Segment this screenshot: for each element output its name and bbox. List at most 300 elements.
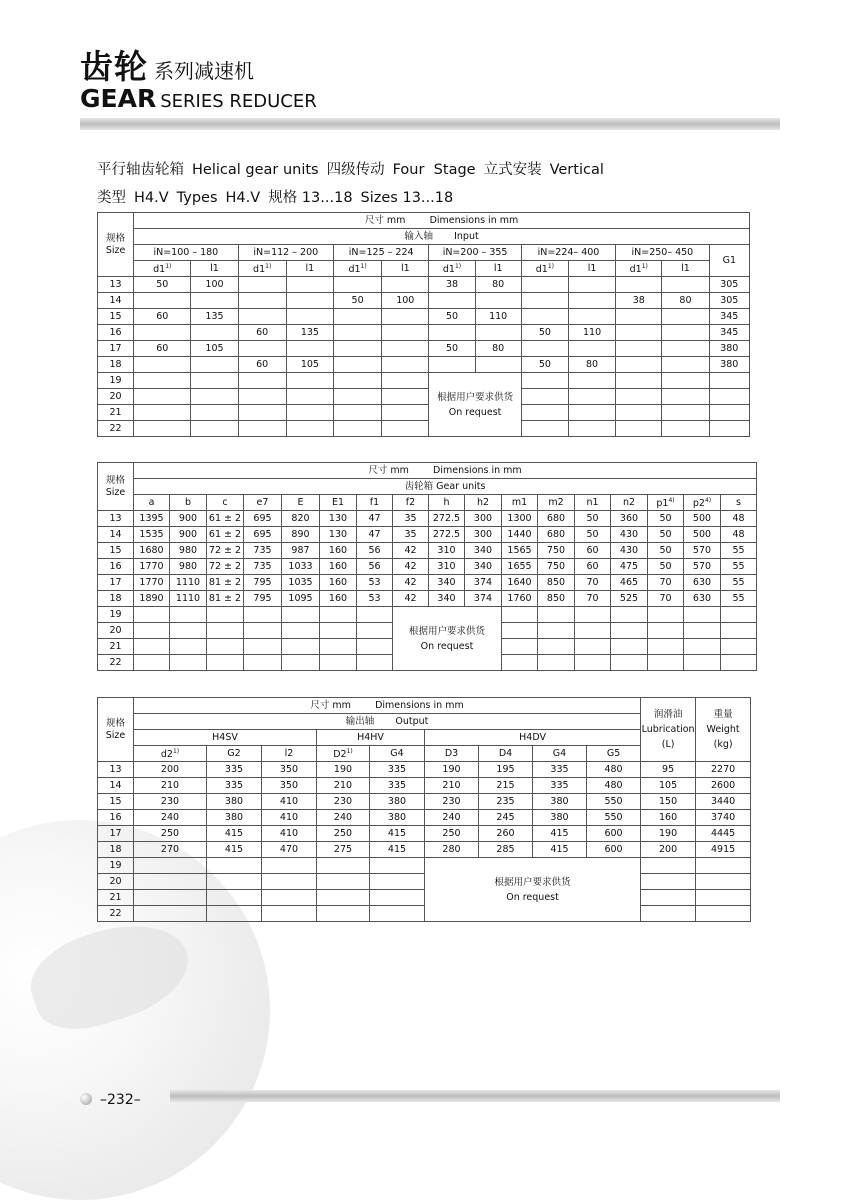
value-cell: 600: [587, 826, 641, 842]
value-cell: 80: [568, 357, 615, 373]
value-cell: [382, 277, 429, 293]
value-cell: 47: [357, 527, 393, 543]
size-cell: 22: [98, 655, 134, 671]
empty-cell: [568, 405, 615, 421]
table-row: [98, 357, 750, 373]
request-row: [98, 389, 750, 405]
value-cell: [286, 293, 333, 309]
l1-header: l1: [191, 261, 238, 277]
value-cell: [238, 309, 286, 325]
empty-cell: [684, 639, 721, 655]
header-row: [98, 245, 750, 261]
value-cell: 340: [429, 591, 465, 607]
header-divider-bar: [80, 118, 780, 130]
empty-cell: [357, 623, 393, 639]
value-cell: 280: [425, 842, 479, 858]
empty-cell: [191, 405, 238, 421]
value-cell: 795: [244, 575, 282, 591]
value-cell: 105: [191, 341, 238, 357]
empty-cell: [244, 607, 282, 623]
size-cell: 17: [98, 575, 134, 591]
value-cell: [521, 293, 568, 309]
size-cell: 17: [98, 826, 134, 842]
value-cell: 1770: [134, 559, 170, 575]
empty-cell: [207, 607, 244, 623]
value-cell: [134, 325, 191, 341]
value-cell: 345: [709, 309, 749, 325]
empty-cell: [238, 421, 286, 437]
d1-header: d1$^{1)}$: [333, 261, 381, 277]
value-cell: [191, 357, 238, 373]
value-cell: 50: [521, 325, 568, 341]
value-cell: 42: [393, 559, 429, 575]
value-cell: 130: [320, 527, 357, 543]
value-cell: 160: [320, 591, 357, 607]
value-cell: [475, 357, 521, 373]
value-cell: 410: [262, 794, 317, 810]
empty-cell: [538, 655, 575, 671]
value-cell: [475, 293, 521, 309]
value-cell: 160: [320, 559, 357, 575]
value-cell: 550: [587, 810, 641, 826]
value-cell: 42: [393, 591, 429, 607]
e7-header: e7: [244, 495, 282, 511]
value-cell: 135: [191, 309, 238, 325]
value-cell: 345: [709, 325, 749, 341]
value-cell: 335: [533, 762, 587, 778]
d2-header: D2$^{1)}$: [317, 746, 370, 762]
size-header: [98, 698, 134, 762]
value-cell: 160: [320, 543, 357, 559]
empty-cell: [244, 623, 282, 639]
value-cell: 50: [429, 341, 475, 357]
value-cell: [286, 277, 333, 293]
value-cell: 285: [479, 842, 533, 858]
empty-cell: [575, 639, 611, 655]
value-cell: 160: [320, 575, 357, 591]
page-number: –232–: [100, 1092, 141, 1108]
n2-header: n2: [611, 495, 648, 511]
d1-header: d1$^{1)}$: [521, 261, 568, 277]
empty-cell: [575, 655, 611, 671]
size-header-en: Size: [105, 486, 126, 498]
empty-cell: [662, 373, 709, 389]
value-cell: 81 ± 2: [207, 591, 244, 607]
f2-header: f2: [393, 495, 429, 511]
empty-cell: [641, 906, 696, 922]
value-cell: 1440: [502, 527, 538, 543]
value-cell: [429, 293, 475, 309]
dimensions-header: [134, 213, 750, 229]
on-request-en: On request: [448, 406, 502, 418]
dimensions-cn: 尺寸 mm: [368, 464, 409, 476]
gear-units-section-header: 齿轮箱 Gear units: [134, 479, 757, 495]
dimensions-header: [134, 698, 641, 714]
value-cell: 210: [425, 778, 479, 794]
empty-cell: [370, 858, 425, 874]
lubrication-en: Lubrication: [641, 724, 695, 736]
value-cell: 735: [244, 543, 282, 559]
spec-item: 平行轴齿轮箱: [97, 162, 184, 178]
value-cell: 500: [684, 527, 721, 543]
value-cell: 53: [357, 591, 393, 607]
spec-item: Sizes 13...18: [360, 190, 454, 206]
value-cell: 70: [648, 575, 684, 591]
ratio-range-header: iN=200 – 355: [429, 245, 521, 261]
size-header: [98, 463, 134, 511]
value-cell: 160: [641, 810, 696, 826]
value-cell: [616, 341, 662, 357]
value-cell: 680: [538, 511, 575, 527]
value-cell: [521, 341, 568, 357]
value-cell: 360: [611, 511, 648, 527]
value-cell: 50: [134, 277, 191, 293]
value-cell: 72 ± 2: [207, 543, 244, 559]
value-cell: [382, 341, 429, 357]
empty-cell: [134, 607, 170, 623]
table-row: [98, 575, 757, 591]
value-cell: 190: [425, 762, 479, 778]
size-cell: 18: [98, 591, 134, 607]
value-cell: 195: [479, 762, 533, 778]
empty-cell: [502, 607, 538, 623]
value-cell: 38: [616, 293, 662, 309]
value-cell: 820: [282, 511, 320, 527]
value-cell: [662, 357, 709, 373]
empty-cell: [648, 655, 684, 671]
size-header-cn: 规格: [105, 474, 125, 486]
value-cell: 380: [370, 794, 425, 810]
value-cell: 475: [611, 559, 648, 575]
request-row: [98, 405, 750, 421]
value-cell: 795: [244, 591, 282, 607]
value-cell: 56: [357, 559, 393, 575]
g5-header: G5: [587, 746, 641, 762]
spec-item: 立式安装: [483, 162, 542, 178]
value-cell: 110: [475, 309, 521, 325]
on-request-note: [393, 607, 502, 671]
value-cell: 850: [538, 591, 575, 607]
empty-cell: [238, 405, 286, 421]
size-cell: 15: [98, 543, 134, 559]
size-cell: 18: [98, 842, 134, 858]
empty-cell: [207, 858, 262, 874]
header-row: [98, 698, 751, 714]
empty-cell: [709, 421, 749, 437]
value-cell: [238, 293, 286, 309]
lubrication-cn: 润滑油: [653, 709, 683, 721]
empty-cell: [134, 623, 170, 639]
d1-header: d1$^{1)}$: [429, 261, 475, 277]
value-cell: 245: [479, 810, 533, 826]
input-section-header: [134, 229, 750, 245]
group-h4hv-header: H4HV: [317, 730, 425, 746]
empty-cell: [207, 874, 262, 890]
size-cell: 21: [98, 639, 134, 655]
d2-header-sup: 1): [172, 748, 180, 755]
input-dimensions-table: [97, 212, 750, 437]
ratio-range-header: iN=100 – 180: [134, 245, 238, 261]
empty-cell: [684, 607, 721, 623]
value-cell: 1890: [134, 591, 170, 607]
empty-cell: [134, 373, 191, 389]
ratio-range-header: iN=112 – 200: [238, 245, 333, 261]
empty-cell: [662, 405, 709, 421]
value-cell: 55: [721, 559, 757, 575]
value-cell: 42: [393, 543, 429, 559]
lubrication-unit: (L): [661, 739, 675, 751]
value-cell: 80: [475, 277, 521, 293]
value-cell: 230: [425, 794, 479, 810]
empty-cell: [662, 421, 709, 437]
request-row: [98, 906, 751, 922]
empty-cell: [286, 405, 333, 421]
size-header-cn: 规格: [106, 232, 126, 244]
value-cell: 380: [207, 794, 262, 810]
empty-cell: [134, 890, 207, 906]
value-cell: 60: [238, 325, 286, 341]
value-cell: 415: [533, 842, 587, 858]
value-cell: 50: [333, 293, 381, 309]
spec-item: Vertical: [549, 162, 604, 178]
value-cell: 61 ± 2: [207, 527, 244, 543]
value-cell: 570: [684, 559, 721, 575]
value-cell: 415: [533, 826, 587, 842]
value-cell: 72 ± 2: [207, 559, 244, 575]
d2-header: d2$^{1)}$: [134, 746, 207, 762]
empty-cell: [134, 639, 170, 655]
value-cell: 980: [170, 559, 207, 575]
value-cell: 380: [709, 341, 749, 357]
l1-header: l1: [475, 261, 521, 277]
d1-header-sup: 1): [547, 263, 554, 270]
size-cell: 22: [98, 421, 134, 437]
value-cell: 465: [611, 575, 648, 591]
empty-cell: [282, 655, 320, 671]
empty-cell: [382, 421, 429, 437]
value-cell: 1770: [134, 575, 170, 591]
value-cell: [568, 277, 615, 293]
f1-header: f1: [357, 495, 393, 511]
brand-cn-title: 齿轮: [80, 47, 148, 86]
value-cell: 430: [611, 527, 648, 543]
value-cell: [662, 341, 709, 357]
empty-cell: [538, 623, 575, 639]
value-cell: [616, 357, 662, 373]
table-row: [98, 810, 751, 826]
value-cell: [662, 277, 709, 293]
value-cell: 275: [317, 842, 370, 858]
empty-cell: [134, 389, 191, 405]
size-cell: 20: [98, 389, 134, 405]
spec-line-2: [97, 186, 461, 207]
l1-header: l1: [568, 261, 615, 277]
value-cell: 55: [721, 543, 757, 559]
empty-cell: [170, 639, 207, 655]
value-cell: 105: [641, 778, 696, 794]
value-cell: 56: [357, 543, 393, 559]
value-cell: 340: [429, 575, 465, 591]
gear-units-dimensions-table: [97, 462, 757, 671]
empty-cell: [684, 623, 721, 639]
value-cell: 300: [465, 511, 502, 527]
d4-header: D4: [479, 746, 533, 762]
m1-header: m1: [502, 495, 538, 511]
value-cell: [333, 341, 381, 357]
empty-cell: [370, 890, 425, 906]
value-cell: 60: [134, 341, 191, 357]
header-row: [98, 261, 750, 277]
value-cell: 415: [207, 842, 262, 858]
size-cell: 13: [98, 277, 134, 293]
value-cell: 70: [648, 591, 684, 607]
value-cell: 272.5: [429, 511, 465, 527]
value-cell: 250: [134, 826, 207, 842]
table-row: [98, 559, 757, 575]
value-cell: 53: [357, 575, 393, 591]
value-cell: 380: [370, 810, 425, 826]
empty-cell: [282, 607, 320, 623]
on-request-note: [425, 858, 641, 922]
value-cell: 630: [684, 575, 721, 591]
d1-header: d1$^{1)}$: [616, 261, 662, 277]
spec-item: 类型: [97, 190, 126, 206]
value-cell: 335: [370, 762, 425, 778]
spec-item: H4.V: [134, 190, 169, 206]
value-cell: 335: [207, 778, 262, 794]
spec-item: Helical gear units: [192, 162, 319, 178]
value-cell: [382, 325, 429, 341]
empty-cell: [320, 655, 357, 671]
empty-cell: [191, 389, 238, 405]
empty-cell: [521, 389, 568, 405]
d1-header: d1$^{1)}$: [238, 261, 286, 277]
p1-header-sup: 4): [668, 497, 675, 504]
empty-cell: [616, 405, 662, 421]
d1-header-sup: 1): [165, 263, 172, 270]
value-cell: 70: [575, 591, 611, 607]
s-header: s: [721, 495, 757, 511]
value-cell: [662, 309, 709, 325]
empty-cell: [611, 639, 648, 655]
value-cell: 1033: [282, 559, 320, 575]
value-cell: [191, 325, 238, 341]
value-cell: 735: [244, 559, 282, 575]
size-cell: 19: [98, 858, 134, 874]
brand-header: [80, 47, 317, 113]
value-cell: [238, 341, 286, 357]
empty-cell: [641, 890, 696, 906]
header-row: [98, 479, 757, 495]
empty-cell: [286, 373, 333, 389]
value-cell: 235: [479, 794, 533, 810]
value-cell: 600: [587, 842, 641, 858]
value-cell: 190: [641, 826, 696, 842]
header-row: [98, 213, 750, 229]
size-header: [98, 213, 134, 277]
value-cell: 480: [587, 762, 641, 778]
empty-cell: [207, 890, 262, 906]
table-row: [98, 277, 750, 293]
g1-header: G1: [709, 245, 749, 277]
size-cell: 20: [98, 623, 134, 639]
value-cell: [616, 325, 662, 341]
empty-cell: [286, 421, 333, 437]
value-cell: [568, 293, 615, 309]
value-cell: 335: [370, 778, 425, 794]
empty-cell: [262, 890, 317, 906]
size-cell: 14: [98, 527, 134, 543]
empty-cell: [616, 373, 662, 389]
empty-cell: [611, 607, 648, 623]
value-cell: 110: [568, 325, 615, 341]
value-cell: 3440: [696, 794, 751, 810]
size-cell: 21: [98, 890, 134, 906]
empty-cell: [191, 373, 238, 389]
brand-cn-subtitle: 系列减速机: [154, 59, 254, 83]
value-cell: 81 ± 2: [207, 575, 244, 591]
value-cell: 1300: [502, 511, 538, 527]
value-cell: 35: [393, 511, 429, 527]
size-cell: 15: [98, 309, 134, 325]
empty-cell: [709, 389, 749, 405]
empty-cell: [134, 405, 191, 421]
value-cell: 240: [317, 810, 370, 826]
spec-item: H4.V: [225, 190, 261, 206]
a-header: a: [134, 495, 170, 511]
weight-en: Weight: [706, 724, 740, 736]
empty-cell: [616, 389, 662, 405]
value-cell: 1035: [282, 575, 320, 591]
table-row: [98, 762, 751, 778]
value-cell: [333, 357, 381, 373]
input-cn: 输入轴: [404, 230, 433, 242]
group-h4sv-header: H4SV: [134, 730, 317, 746]
value-cell: 47: [357, 511, 393, 527]
empty-cell: [320, 639, 357, 655]
dimensions-en: Dimensions in mm: [433, 464, 522, 476]
empty-cell: [134, 655, 170, 671]
value-cell: 210: [134, 778, 207, 794]
value-cell: 1760: [502, 591, 538, 607]
value-cell: 410: [262, 810, 317, 826]
request-row: [98, 858, 751, 874]
value-cell: 750: [538, 543, 575, 559]
value-cell: 215: [479, 778, 533, 794]
value-cell: 50: [429, 309, 475, 325]
value-cell: [134, 357, 191, 373]
value-cell: 695: [244, 527, 282, 543]
dimensions-cn: 尺寸 mm: [364, 214, 406, 226]
value-cell: 210: [317, 778, 370, 794]
value-cell: 550: [587, 794, 641, 810]
empty-cell: [382, 373, 429, 389]
value-cell: 60: [238, 357, 286, 373]
value-cell: 1565: [502, 543, 538, 559]
empty-cell: [502, 639, 538, 655]
value-cell: 35: [393, 527, 429, 543]
empty-cell: [502, 623, 538, 639]
value-cell: 987: [282, 543, 320, 559]
empty-cell: [648, 623, 684, 639]
request-row: [98, 874, 751, 890]
value-cell: [662, 325, 709, 341]
size-cell: 14: [98, 293, 134, 309]
size-header-en: Size: [105, 244, 126, 256]
table-row: [98, 778, 751, 794]
value-cell: 305: [709, 277, 749, 293]
value-cell: 695: [244, 511, 282, 527]
